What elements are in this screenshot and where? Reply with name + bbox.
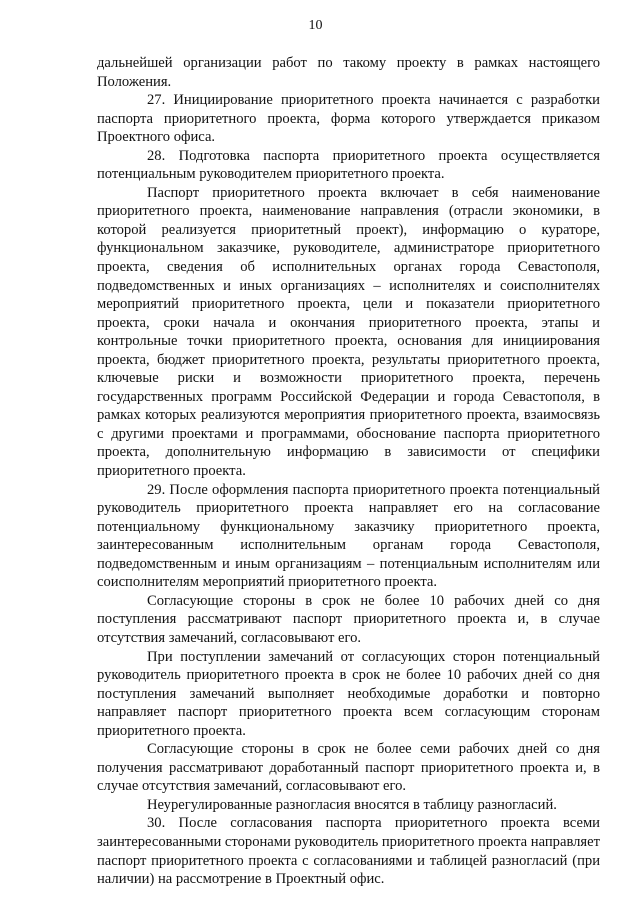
paragraph-remarks: При поступлении замечаний от согласующих сторон потенциальный руководитель приоритетного проекта в срок не более 10 рабочих дней со дня поступления замечаний выполняет необходимые доработки и повторно направляет паспорт приоритетного проекта всем согласующим сторонам приоритетного проекта. xyxy=(97,648,600,739)
paragraph-item-28: 28. Подготовка паспорта приоритетного проекта осуществляется потенциальным руководителем приоритетного проекта. xyxy=(97,147,600,183)
paragraph-item-29: 29. После оформления паспорта приоритетного проекта потенциальный руководитель приоритетного проекта направляет его на согласование потенциальному функциональному заказчику приоритетного проекта, заинтересованным исполнительным органам города Севастополя, подведомственным и иным организациям – потенциальным исполнителям или соисполнителям мероприятий приоритетного проекта. xyxy=(97,481,600,591)
paragraph-reapproval-term: Согласующие стороны в срок не более семи рабочих дней со дня получения рассматривают доработанный паспорт приоритетного проекта и, в случае отсутствия замечаний, согласовывают его. xyxy=(97,741,600,795)
document-body xyxy=(97,54,600,889)
paragraph-item-30: 30. После согласования паспорта приоритетного проекта всеми заинтересованными сторонами руководитель приоритетного проекта направляет паспорт приоритетного проекта с согласованиями и таблицей разногласий (при наличии) на рассмотрение в Проектный офис. xyxy=(97,815,600,888)
page-number: 10 xyxy=(308,18,323,33)
paragraph-continuation: дальнейшей организации работ по такому проекту в рамках настоящего Положения. xyxy=(97,55,600,90)
paragraph-passport-contents: Паспорт приоритетного проекта включает в себя наименование приоритетного проекта, наименование направления (отрасли экономики, в которой реализуется приоритетный проект), информацию о кураторе, функциональном заказчике, руководителе, администраторе приоритетного проекта, сведения об исполнительных органах города Севастополя, подведомственных и иных организациях – исполнителях и соисполнителях мероприятий приоритетного проекта, цели и показатели приоритетного проекта, сроки начала и окончания приоритетного проекта, этапы и контрольные точки приоритетного проекта, основания для инициирования проекта, бюджет приоритетного проекта, результаты приоритетного проекта, ключевые риски и возможности приоритетного проекта, перечень государственных программ Российской Федерации и города Севастополя, в рамках которых реализуются мероприятия приоритетного проекта, взаимосвязь с другими проектами и программами, обоснование паспорта приоритетного проекта, дополнительную информацию в зависимости от специфики приоритетного проекта. xyxy=(97,184,600,480)
paragraph-item-27: 27. Инициирование приоритетного проекта начинается с разработки паспорта приоритетного проекта, форма которого утверждается приказом Проектного офиса. xyxy=(97,92,600,146)
paragraph-approval-term: Согласующие стороны в срок не более 10 рабочих дней со дня поступления рассматривают паспорт приоритетного проекта и, в случае отсутствия замечаний, согласовывают его. xyxy=(97,592,600,646)
paragraph-disagreements: Неурегулированные разногласия вносятся в таблицу разногласий. xyxy=(147,796,557,813)
